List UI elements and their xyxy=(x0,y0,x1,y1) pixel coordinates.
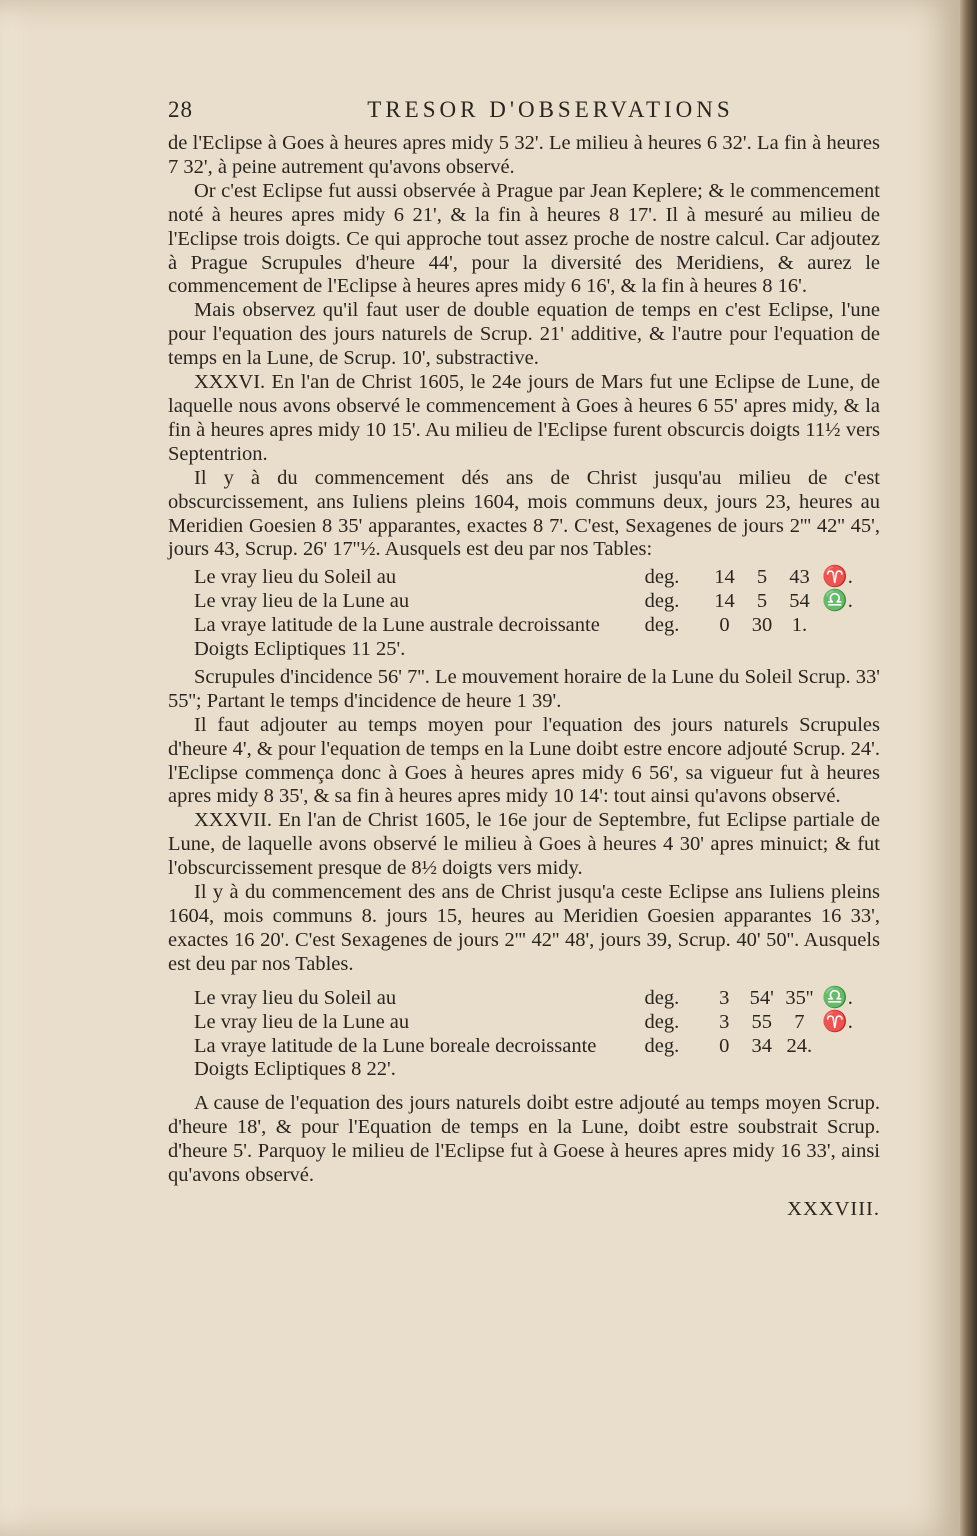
page-header xyxy=(168,98,880,124)
row-value-minutes: 30 xyxy=(751,614,773,637)
row-value-degrees xyxy=(706,1058,743,1082)
zodiac-sign: ♎. xyxy=(822,590,853,613)
row-label: Le vray lieu de la Lune au xyxy=(194,1010,410,1033)
row-unit xyxy=(645,1058,706,1082)
row-value-degrees xyxy=(706,638,743,662)
row-value-minutes xyxy=(743,638,780,662)
row-label: Doigts Ecliptiques 8 22'. xyxy=(194,1058,396,1081)
paragraph: Or c'est Eclipse fut aussi observée à Prague par Jean Keplere; & le commencement noté à heures apres midy 6 21', & la fin à heures 8 17'. Il à mesuré au milieu de l'Eclipse trois doigts. Ce qui approche tout assez proche de nostre calcul. Car adjoutez à Prague Scrupules d'heure 44', pour la diversité des Meridiens, & aurez le commencement de l'Eclipse à heures apres midy 6 16', & la fin à heures 8 16'. xyxy=(168,179,880,298)
row-value-degrees: 3 xyxy=(719,986,730,1009)
zodiac-sign: ♎. xyxy=(822,986,853,1009)
row-value-degrees: 14 xyxy=(714,590,735,613)
paragraph: A cause de l'equation des jours naturels doibt estre adjouté au temps moyen Scrup. d'heure 18', & pour l'Equation de temps en la Lune, doibt estre soubstrait Scrup. d'heure 5'. Parquoy le milieu de l'Eclipse fut à Goese à heures apres midy 16 33', ainsi qu'avons observé. xyxy=(168,1092,880,1187)
paragraph: Mais observez qu'il faut user de double equation de temps en c'est Eclipse, l'une pour l'equation des jours naturels de Scrup. 21' additive, & l'autre pour l'equation de temps en la Lune, de Scrup. 10', substractive. xyxy=(168,299,880,370)
paragraph: Il faut adjouter au temps moyen pour l'equation des jours naturels Scrupules d'heure 4', & pour l'equation de temps en la Lune doibt estre encore adjouté Scrup. 24'. l'Eclipse commença donc à Goes à heures apres midy 6 56', sa vigueur fut à heures apres midy 8 35', & sa fin à heures apres midy 10 14': tout ainsi qu'avons observé. xyxy=(168,713,880,808)
zodiac-sign: ♈. xyxy=(822,1010,853,1033)
zodiac-sign xyxy=(818,638,860,662)
table-row xyxy=(194,1035,860,1059)
row-unit: deg. xyxy=(644,566,680,589)
zodiac-sign xyxy=(818,614,860,638)
catchword: XXXVIII. xyxy=(787,1197,880,1220)
text-block xyxy=(168,98,880,1222)
paragraph: XXXVI. En l'an de Christ 1605, le 24e jours de Mars fut une Eclipse de Lune, de laquelle nous avons observé le commencement à Goes à heures 6 55' apres midy, & la fin à heures apres midy 10 15'. Au milieu de l'Eclipse furent obscurcis doigts 11½ vers Septentrion. xyxy=(168,371,880,465)
row-value-seconds: 35'' xyxy=(785,986,814,1009)
row-value-minutes: 5 xyxy=(756,590,768,613)
paragraph: Scrupules d'incidence 56' 7''. Le mouvement horaire de la Lune du Soleil Scrup. 33' 55''; Partant le temps d'incidence de heure 1 39'. xyxy=(168,665,880,712)
page-number: 28 xyxy=(168,97,193,122)
row-unit: deg. xyxy=(644,986,680,1009)
row-value-minutes xyxy=(743,1058,781,1082)
row-unit: deg. xyxy=(644,1010,680,1033)
position-table-2 xyxy=(194,987,860,1083)
paragraph: Il y à du commencement des ans de Christ jusqu'a ceste Eclipse ans Iuliens pleins 1604, mois communs 8. jours 15, heures au Meridien Goesien apparantes 16 33', exactes 16 20'. C'est Sexagenes de jours 2''' 42'' 48', jours 39, Scrup. 40' 50''. Ausquels est deu par nos Tables. xyxy=(168,881,880,975)
table-row xyxy=(194,987,860,1011)
row-value-degrees: 0 xyxy=(719,1034,730,1057)
table-row xyxy=(194,590,860,614)
row-value-degrees: 3 xyxy=(719,1010,730,1033)
row-value-seconds: 1. xyxy=(791,614,808,637)
row-value-seconds: 43 xyxy=(789,566,810,589)
paragraph: Il y à du commencement dés ans de Christ jusqu'au milieu de c'est obscurcissement, ans Iuliens pleins 1604, mois communs deux, jours 23, heures au Meridien Goesien 8 35' apparantes, exactes 8 7'. C'est, Sexagenes de jours 2''' 42'' 45', jours 43, Scrup. 26' 17''½. Ausquels est deu par nos Tables: xyxy=(168,466,880,561)
row-value-degrees: 0 xyxy=(719,614,730,637)
row-label: Le vray lieu de la Lune au xyxy=(194,590,410,613)
row-value-seconds: 54 xyxy=(789,590,810,613)
table-row xyxy=(194,1058,860,1082)
row-label: Doigts Ecliptiques 11 25'. xyxy=(194,638,406,661)
row-value-minutes: 5 xyxy=(756,566,768,589)
row-unit: deg. xyxy=(644,1034,680,1057)
row-value-minutes: 54' xyxy=(749,986,774,1009)
row-value-seconds xyxy=(780,1058,818,1082)
row-label: La vraye latitude de la Lune boreale decroissante xyxy=(194,1034,597,1057)
row-value-seconds: 7 xyxy=(794,1010,805,1033)
row-unit: deg. xyxy=(644,590,680,613)
row-label: Le vray lieu du Soleil au xyxy=(194,986,397,1009)
position-table-1 xyxy=(194,566,860,662)
row-value-degrees: 14 xyxy=(714,566,735,589)
row-unit xyxy=(645,638,706,662)
table-row xyxy=(194,614,860,638)
running-head: TRESOR D'OBSERVATIONS xyxy=(367,97,734,122)
row-value-seconds: 24. xyxy=(786,1034,813,1057)
row-value-minutes: 34 xyxy=(751,1034,772,1057)
zodiac-sign: ♈. xyxy=(822,566,853,589)
zodiac-sign xyxy=(818,1058,860,1082)
paragraph: XXXVII. En l'an de Christ 1605, le 16e jour de Septembre, fut Eclipse partiale de Lune, de laquelle avons observé le milieu à Goes à heures 4 30' apres minuict; & fut l'obscurcissement presque de 8½ doigts vers midy. xyxy=(168,809,880,880)
row-label: La vraye latitude de la Lune australe decroissante xyxy=(194,614,600,637)
book-binding-edge xyxy=(960,0,977,1536)
row-unit: deg. xyxy=(644,614,680,637)
paragraph: de l'Eclipse à Goes à heures apres midy 5 32'. Le milieu à heures 6 32'. La fin à heures 7 32', à peine autrement qu'avons observé. xyxy=(168,132,880,178)
table-row xyxy=(194,638,860,662)
zodiac-sign xyxy=(818,1035,860,1059)
row-value-seconds xyxy=(781,638,818,662)
row-label: Le vray lieu du Soleil au xyxy=(194,566,397,589)
table-row xyxy=(194,1011,860,1035)
row-value-minutes: 55 xyxy=(751,1010,772,1033)
table-row xyxy=(194,566,860,590)
